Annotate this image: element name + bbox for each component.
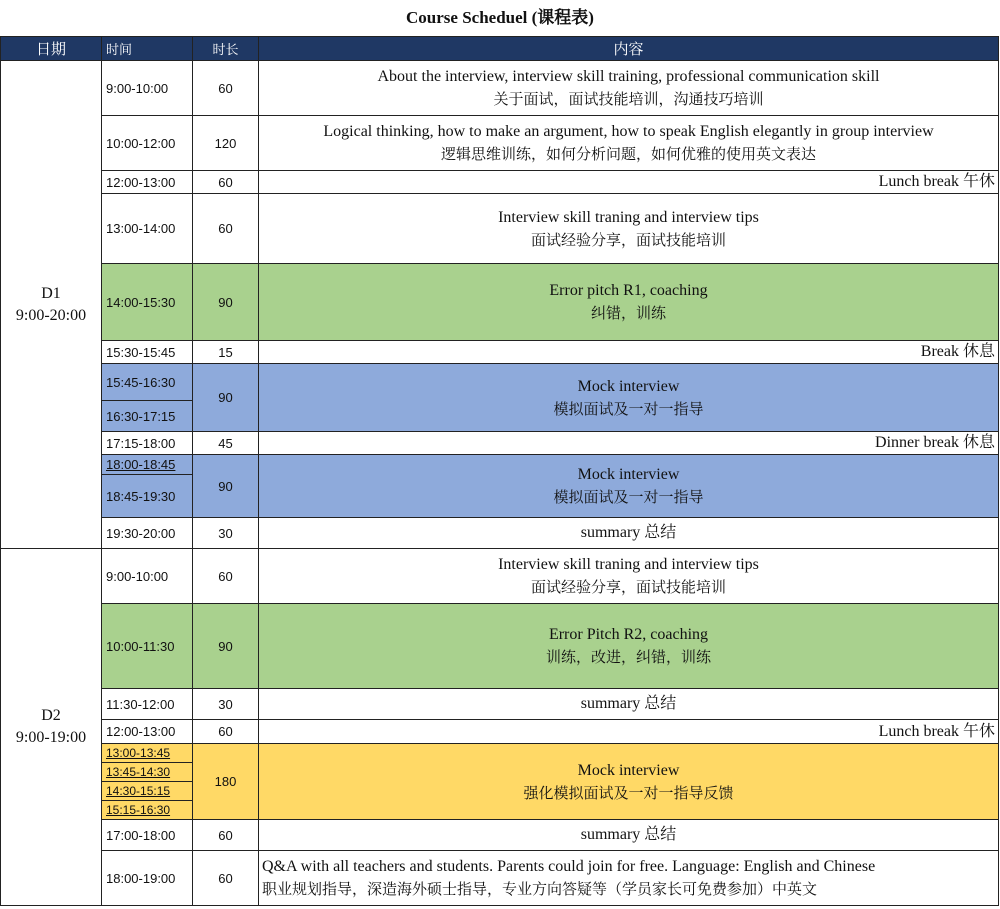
- content-zh: 模拟面试及一对一指导: [553, 399, 704, 418]
- content-zh: 纠错，训练: [590, 304, 666, 322]
- duration-cell: 120: [193, 116, 259, 171]
- time-cell: 10:00-11:30: [102, 604, 193, 689]
- day-hours: 9:00-20:00: [15, 306, 87, 324]
- time-cell: 9:00-10:00: [102, 549, 193, 604]
- content-cell: [259, 851, 999, 906]
- table-row: [1, 61, 999, 116]
- time-cell: 9:00-10:00: [102, 61, 193, 116]
- time-cell: 14:30-15:15: [102, 782, 193, 801]
- header-content: 内容: [259, 37, 999, 61]
- table-row: [1, 604, 999, 689]
- header-duration: 时长: [193, 37, 259, 61]
- time-cell: 14:00-15:30: [102, 264, 193, 341]
- day-hours: 9:00-19:00: [15, 729, 87, 746]
- content-zh: 关于面试，面试技能培训，沟通技巧培训: [493, 90, 764, 108]
- content-cell: Break 休息: [259, 341, 999, 364]
- content-zh: 模拟面试及一对一指导: [553, 488, 704, 506]
- time-cell: 12:00-13:00: [102, 720, 193, 744]
- duration-cell: 180: [193, 744, 259, 820]
- content-zh: 强化模拟面试及一对一指导反馈: [523, 783, 734, 802]
- content-cell: [259, 264, 999, 341]
- table-row: [1, 689, 999, 720]
- time-cell: 18:00-18:45: [102, 455, 193, 475]
- day-label: D2: [41, 707, 61, 724]
- header-day: 日期: [1, 37, 102, 61]
- time-cell: 10:00-12:00: [102, 116, 193, 171]
- duration-cell: 45: [193, 432, 259, 455]
- content-cell: Dinner break 休息: [259, 432, 999, 455]
- content-en: Interview skill traning and interview tips: [498, 556, 759, 573]
- header-time: 时间: [102, 37, 193, 61]
- table-row: [1, 364, 999, 401]
- content-cell: [259, 549, 999, 604]
- time-cell: 16:30-17:15: [102, 401, 193, 432]
- time-cell: 15:45-16:30: [102, 364, 193, 401]
- time-cell: 19:30-20:00: [102, 518, 193, 549]
- duration-cell: 60: [193, 720, 259, 744]
- duration-cell: 60: [193, 549, 259, 604]
- content-zh: 面试经验分享，面试技能培训: [530, 230, 726, 249]
- duration-cell: 90: [193, 604, 259, 689]
- content-en: Interview skill traning and interview tips: [498, 208, 759, 226]
- content-cell: Lunch break 午休: [259, 720, 999, 744]
- time-cell: 13:45-14:30: [102, 763, 193, 782]
- table-row: [1, 194, 999, 264]
- table-row: [1, 455, 999, 475]
- content-en: Mock interview: [577, 466, 680, 483]
- duration-cell: 60: [193, 851, 259, 906]
- table-row: [1, 851, 999, 906]
- content-zh: 训练，改进，纠错，训练: [545, 648, 711, 666]
- time-cell: 17:15-18:00: [102, 432, 193, 455]
- content-cell: [259, 604, 999, 689]
- content-en: Mock interview: [577, 761, 680, 779]
- table-row: [1, 171, 999, 194]
- content-en: Q&A with all teachers and students. Parents could join for free. Language: English and Chinese: [262, 858, 876, 875]
- content-en: Logical thinking, how to make an argument, how to speak English elegantly in group interview: [323, 123, 934, 140]
- duration-cell: 60: [193, 61, 259, 116]
- duration-cell: 60: [193, 171, 259, 194]
- table-row: [1, 744, 999, 763]
- content-cell: [259, 194, 999, 264]
- table-row: [1, 518, 999, 549]
- content-cell: summary 总结: [259, 689, 999, 720]
- time-cell: 15:15-16:30: [102, 801, 193, 820]
- content-cell: [259, 455, 999, 518]
- content-cell: [259, 61, 999, 116]
- table-row: [1, 116, 999, 171]
- content-cell: [259, 364, 999, 432]
- table-row: [1, 820, 999, 851]
- time-cell: 13:00-14:00: [102, 194, 193, 264]
- content-en: About the interview, interview skill training, professional communication skill: [377, 68, 880, 85]
- content-cell: [259, 116, 999, 171]
- duration-cell: 90: [193, 264, 259, 341]
- content-en: Mock interview: [577, 377, 680, 395]
- time-cell: 12:00-13:00: [102, 171, 193, 194]
- content-cell: [259, 744, 999, 820]
- time-cell: 11:30-12:00: [102, 689, 193, 720]
- content-en: Error Pitch R2, coaching: [548, 626, 709, 643]
- content-cell: summary 总结: [259, 820, 999, 851]
- content-en: Error pitch R1, coaching: [549, 282, 708, 299]
- schedule-table: [0, 36, 999, 906]
- table-row: [1, 549, 999, 604]
- time-cell: 13:00-13:45: [102, 744, 193, 763]
- content-zh: 逻辑思维训练，如何分析问题，如何优雅的使用英文表达: [440, 145, 816, 163]
- duration-cell: 30: [193, 518, 259, 549]
- day-label: D1: [41, 284, 61, 302]
- time-cell: 17:00-18:00: [102, 820, 193, 851]
- time-cell: 15:30-15:45: [102, 341, 193, 364]
- content-zh: 职业规划指导，深造海外硕士指导，专业方向答疑等（学员家长可免费参加）中英文: [262, 880, 818, 898]
- content-cell: Lunch break 午休: [259, 171, 999, 194]
- table-row: [1, 341, 999, 364]
- time-cell: 18:45-19:30: [102, 475, 193, 518]
- day-cell-d1: [1, 61, 102, 549]
- duration-cell: 30: [193, 689, 259, 720]
- schedule-title: Course Scheduel (课程表): [406, 8, 594, 27]
- duration-cell: 15: [193, 341, 259, 364]
- table-row: [1, 720, 999, 744]
- content-cell: summary 总结: [259, 518, 999, 549]
- time-cell: 18:00-19:00: [102, 851, 193, 906]
- table-row: [1, 432, 999, 455]
- table-row: [1, 264, 999, 341]
- duration-cell: 60: [193, 820, 259, 851]
- content-zh: 面试经验分享，面试技能培训: [530, 578, 726, 596]
- duration-cell: 60: [193, 194, 259, 264]
- duration-cell: 90: [193, 364, 259, 432]
- duration-cell: 90: [193, 455, 259, 518]
- day-cell-d2: [1, 549, 102, 906]
- header-row: [1, 37, 999, 61]
